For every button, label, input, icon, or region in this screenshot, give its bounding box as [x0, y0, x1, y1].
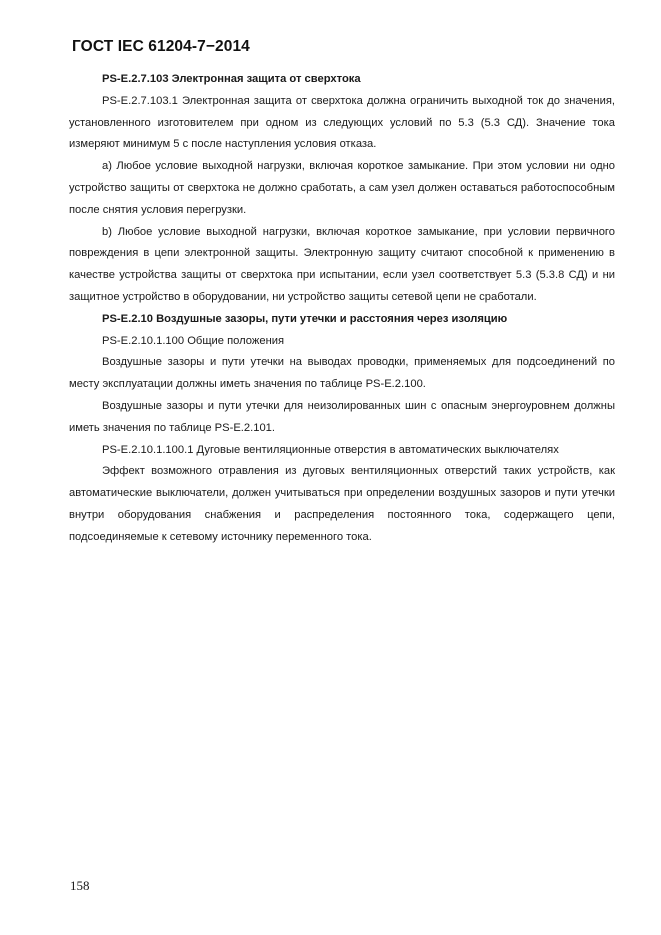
list-item-b: b) Любое условие выходной нагрузки, включая короткое замыкание, при условии первичного повреждения в цепи электронной защиты. Электронную защиту считают способной к применению в качестве устройства защиты от сверхтока при испытании, если узел соответствует 5.3 (5.3.8 СД) и ни защитное устройство в оборудовании, ни устройство защиты сетевой цепи не сработали.	[69, 225, 615, 303]
page-number: 158	[70, 878, 90, 893]
subsection-heading-general: PS-E.2.10.1.100 Общие положения	[102, 334, 285, 347]
document-body	[69, 69, 615, 549]
list-item-a: a) Любое условие выходной нагрузки, включая короткое замыкание. При этом условии ни одно устройство защиты от сверхтока не должно сработать, а сам узел должен оставаться работоспособным после снятия условия перегрузки.	[69, 160, 615, 216]
section-heading-ps-e-2-7-103: PS-E.2.7.103 Электронная защита от сверхтока	[102, 73, 361, 85]
paragraph-bare-busbars: Воздушные зазоры и пути утечки для неизолированных шин с опасным энергоуровнем должны иметь значения по таблице PS-E.2.101.	[69, 399, 615, 434]
subsection-heading-arc-vents: PS-E.2.10.1.100.1 Дуговые вентиляционные отверстия в автоматических выключателях	[102, 443, 559, 456]
section-heading-ps-e-2-10: PS-E.2.10 Воздушные зазоры, пути утечки и расстояния через изоляцию	[102, 312, 508, 325]
paragraph-arc-vents-effect: Эффект возможного отравления из дуговых вентиляционных отверстий таких устройств, как автоматические выключатели, должен учитываться при определении воздушных зазоров и пути утечки внутри оборудования снабжения и распределения постоянного тока, содержащего цепи, подсоединяемые к сетевому источнику переменного тока.	[69, 465, 615, 543]
document-standard-title: ГОСТ IEC 61204-7−2014	[72, 38, 250, 55]
paragraph-wiring-terminals: Воздушные зазоры и пути утечки на выводах проводки, применяемых для подсоединений по месту эксплуатации должны иметь значения по таблице PS-E.2.100.	[69, 356, 615, 391]
paragraph-ps-e-2-7-103-1: PS-E.2.7.103.1 Электронная защита от сверхтока должна ограничить выходной ток до значения, установленного изготовителем при одном из следующих условий по 5.3 (5.3 СД). Значение тока измеряют минимум 5 с после наступления условия отказа.	[69, 94, 615, 151]
